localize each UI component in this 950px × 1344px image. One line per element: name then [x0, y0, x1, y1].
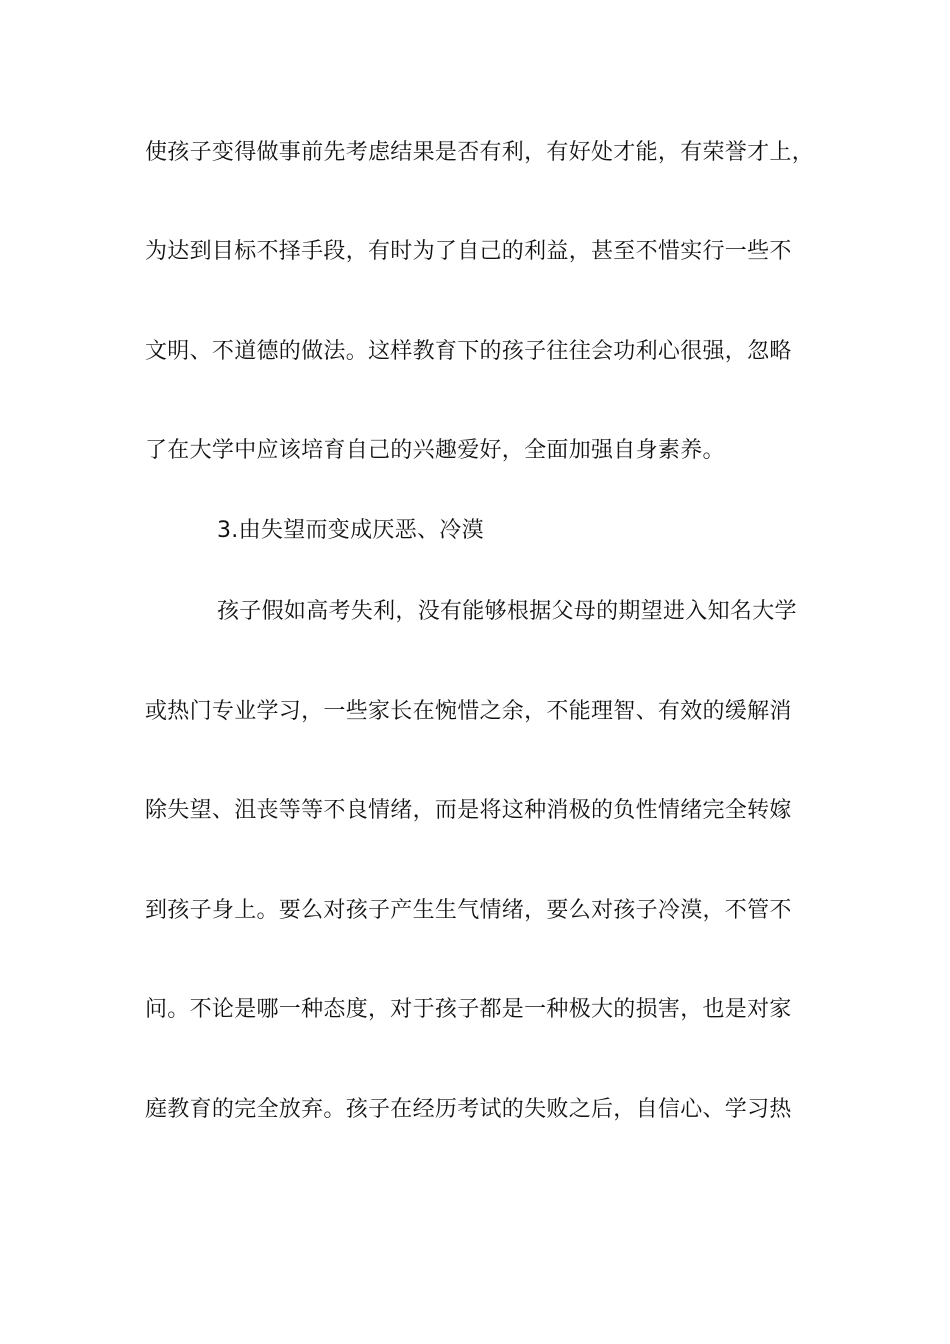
- paragraph-line: 或热门专业学习，一些家长在惋惜之余，不能理智、有效的缓解消: [145, 699, 792, 724]
- paragraph-line: 为达到目标不择手段，有时为了自己的利益，甚至不惜实行一些不: [145, 239, 792, 264]
- paragraph-line: 问。不论是哪一种态度，对于孩子都是一种极大的损害，也是对家: [145, 997, 792, 1022]
- paragraph-line: 庭教育的完全放弃。孩子在经历考试的失败之后，自信心、学习热: [145, 1097, 792, 1122]
- paragraph-line: 使孩子变得做事前先考虑结果是否有利，有好处才能，有荣誉才上，: [145, 140, 815, 165]
- paragraph-line: 除失望、沮丧等等不良情绪，而是将这种消极的负性情绪完全转嫁: [145, 798, 792, 823]
- paragraph-line: 到孩子身上。要么对孩子产生生气情绪，要么对孩子冷漠，不管不: [145, 898, 792, 923]
- paragraph-line: 孩子假如高考失利，没有能够根据父母的期望进入知名大学: [217, 599, 797, 624]
- paragraph-line: 了在大学中应该培育自己的兴趣爱好，全面加强自身素养。: [145, 438, 725, 463]
- paragraph-line: 文明、不道德的做法。这样教育下的孩子往往会功利心很强，忽略: [145, 339, 792, 364]
- section-heading: 3.由失望而变成厌恶、冷漠: [217, 518, 484, 543]
